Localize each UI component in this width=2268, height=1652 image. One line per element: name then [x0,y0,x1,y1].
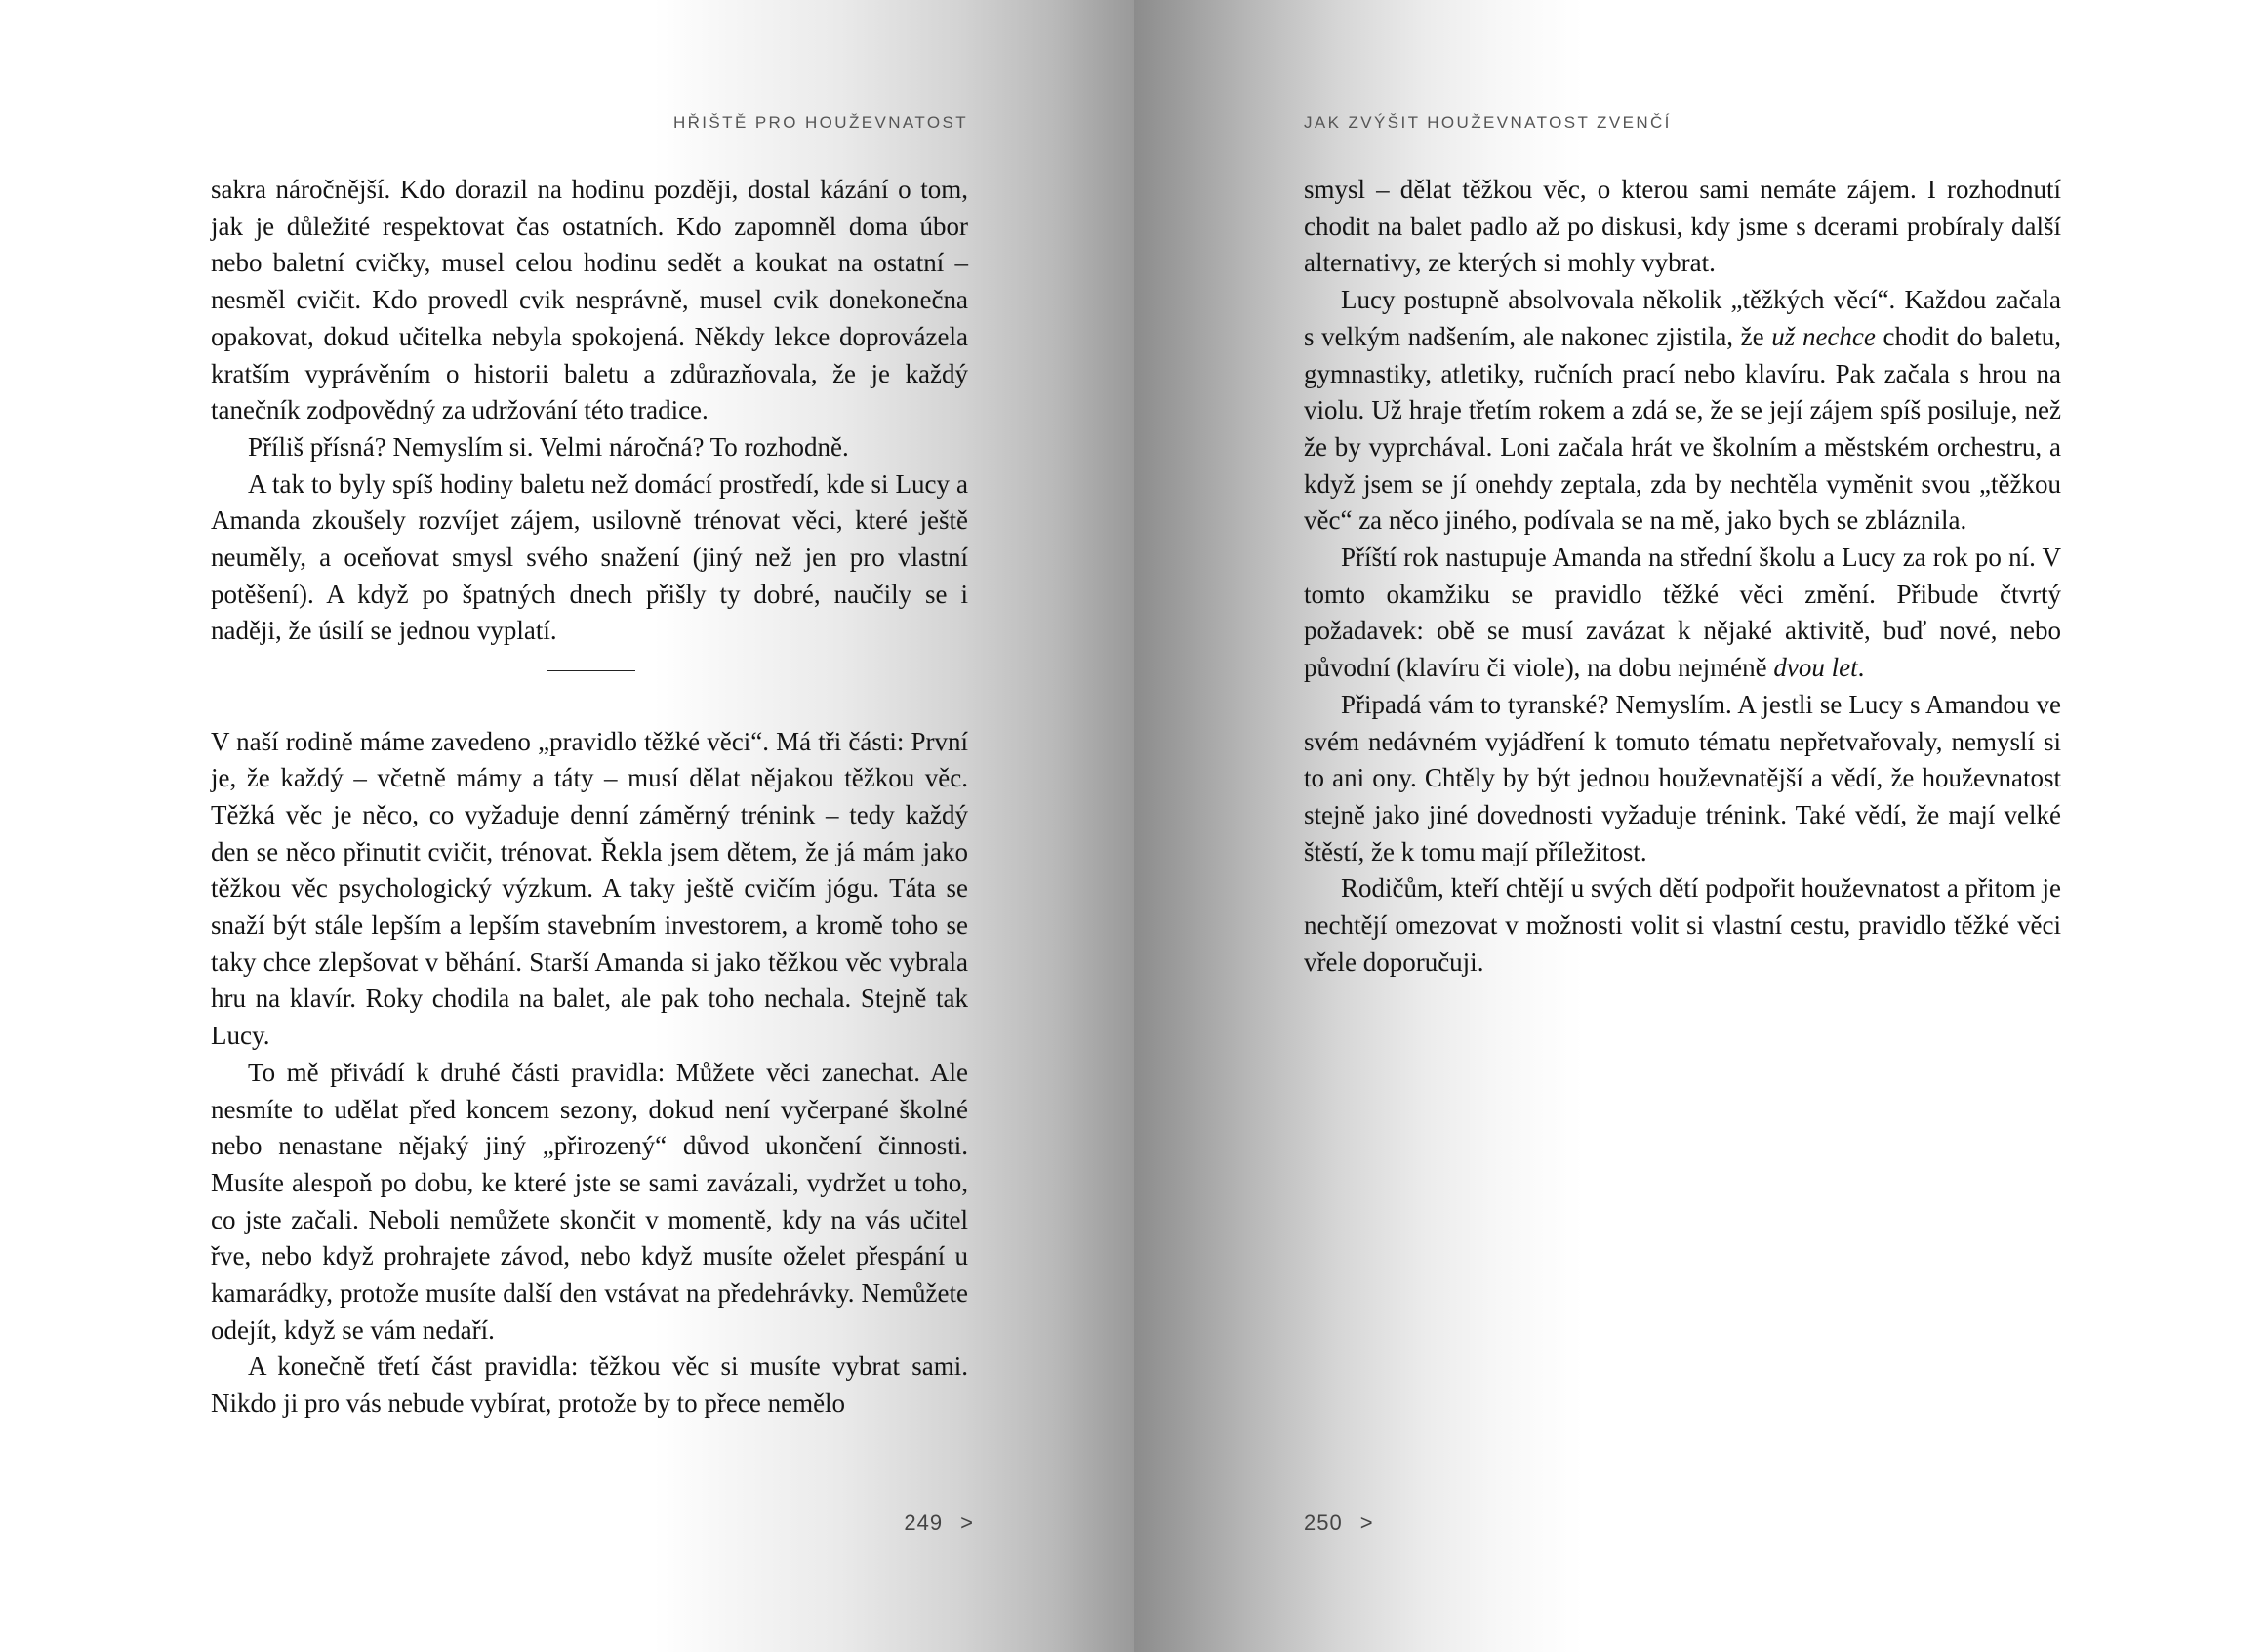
next-arrow-icon[interactable]: > [960,1511,974,1535]
text-run: Příští rok nastupuje Amanda na střední školu a Lucy za rok po ní. V tomto okamžiku se pravidlo těžké věci změní. Přibude čtvrtý požadavek: obě se musí zavázat k nějaké aktivitě, buď nové, nebo původní (klavíru či viole), na dobu nejméně [1304,543,2061,683]
text-run: Lucy postupně absolvovala několik „těžkých věcí“. Každou začala s velkým nadšením, ale nakonec zjistila, že [1304,285,2061,351]
paragraph: Rodičům, kteří chtějí u svých dětí podpořit houževnatost a přitom je nechtějí omezovat v možnosti volit si vlastní cestu, pravidlo těžké věci vřele doporučuji. [1304,873,2061,977]
running-head-right: JAK ZVÝŠIT HOUŽEVNATOST ZVENČÍ [1304,113,1672,132]
paragraph: Příliš přísná? Nemyslím si. Velmi náročná? To rozhodně. [248,431,849,462]
paragraph: sakra náročnější. Kdo dorazil na hodinu později, dostal kázání o tom, jak je důležité respektovat čas ostatních. Kdo zapomněl doma úbor nebo baletní cvičky, musel celou hodinu sedět a koukat na ostatní – nesměl cvičit. Kdo provedl cvik nesprávně, musel cvik donekonečna opakovat, dokud učitelka nebyla spokojená. Někdy lekce doprovázela kratším vyprávěním o historii baletu a zdůrazňovala, že je každý tanečník zodpovědný za udržování této tradice. [211,175,968,425]
paragraph: V naší rodině máme zavedeno „pravidlo těžké věci“. Má tři části: První je, že každý – včetně mámy a táty – musí dělat nějakou těžkou věc. Těžká věc je něco, co vyžaduje denní záměrný trénink – tedy každý den se něco přinutit cvičit, trénovat. Řekla jsem dětem, že já mám jako těžkou věc psychologický výzkum. A taky ještě cvičím jógu. Táta se snaží být stále lepším a lepším stavebním investorem, a kromě toho se taky chce zlepšovat v běhání. Starší Amanda si jako těžkou věc vybrala hru na klavír. Roky chodila na balet, ale pak toho nechala. Stejně tak Lucy. [211,726,968,1051]
page-number: 250 [1304,1511,1343,1535]
page-number: 249 [904,1511,944,1535]
right-text-block [1304,172,2061,981]
paragraph: A konečně třetí část pravidla: těžkou věc si musíte vybrat sami. Nikdo ji pro vás nebude vybírat, protože by to přece nemělo [211,1351,968,1419]
paragraph: A tak to byly spíš hodiny baletu než domácí prostředí, kde si Lucy a Amanda zkoušely rozvíjet zájem, usilovně trénovat věci, které ještě neuměly, a oceňovat smysl svého snažení (jiný než jen pro vlastní potěšení). A když po špatných dnech přišly ty dobré, naučily se i naději, že úsilí se jednou vyplatí. [211,468,968,646]
paragraph: To mě přivádí k druhé části pravidla: Můžete věci zanechat. Ale nesmíte to udělat před koncem sezony, dokud není vyčerpané školné nebo nenastane nějaký jiný „přirozený“ důvod ukončení činnosti. Musíte alespoň po dobu, ke které jste se sami zavázali, vydržet u toho, co jste začali. Neboli nemůžete skončit v momentě, kdy na vás učitel řve, nebo když prohrajete závod, nebo když musíte oželet přespání u kamarádky, protože musíte další den vstávat na předehrávky. Nemůžete odejít, když se vám nedaří. [211,1057,968,1345]
section-divider [211,650,968,687]
section-gap [211,687,968,724]
emphasis: dvou let [1773,653,1858,683]
right-page [1134,0,2268,1652]
running-head-left: HŘIŠTĚ PRO HOUŽEVNATOST [672,113,968,132]
emphasis: už nechce [1771,321,1876,351]
page-number-right [1304,1511,1374,1536]
text-run: . [1857,653,1865,683]
divider-line [547,670,635,671]
next-arrow-icon[interactable]: > [1359,1511,1374,1535]
paragraph: Připadá vám to tyranské? Nemyslím. A jestli se Lucy s Amandou ve svém nedávném vyjádření k tomuto tématu nepřetvařovaly, nemyslí si to ani ony. Chtěly by být jednou houževnatější a vědí, že houževnatost stejně jako jiné dovednosti vyžaduje trénink. Také vědí, že mají velké štěstí, že k tomu mají příležitost. [1304,689,2061,866]
text-run: chodit do baletu, gymnastiky, atletiky, ručních prací nebo klavíru. Pak začala s hrou na violu. Už hraje třetím rokem a zdá se, že se její zájem spíš posiluje, než že by vyprchával. Loni začala hrát ve školním a městském orchestru, a když jsem se jí onehdy zeptala, zda by nechtěla vyměnit svou „těžkou věc“ za něco jiného, podívala se na mě, jako bych se zbláznila. [1304,321,2061,536]
paragraph [1304,282,2061,540]
page-number-left [904,1511,974,1536]
paragraph [1304,540,2061,687]
left-text-block [211,172,968,1423]
paragraph: smysl – dělat těžkou věc, o kterou sami nemáte zájem. I rozhodnutí chodit na balet padlo až po diskusi, kdy jsme s dcerami probíraly další alternativy, ze kterých si mohly vybrat. [1304,175,2061,278]
